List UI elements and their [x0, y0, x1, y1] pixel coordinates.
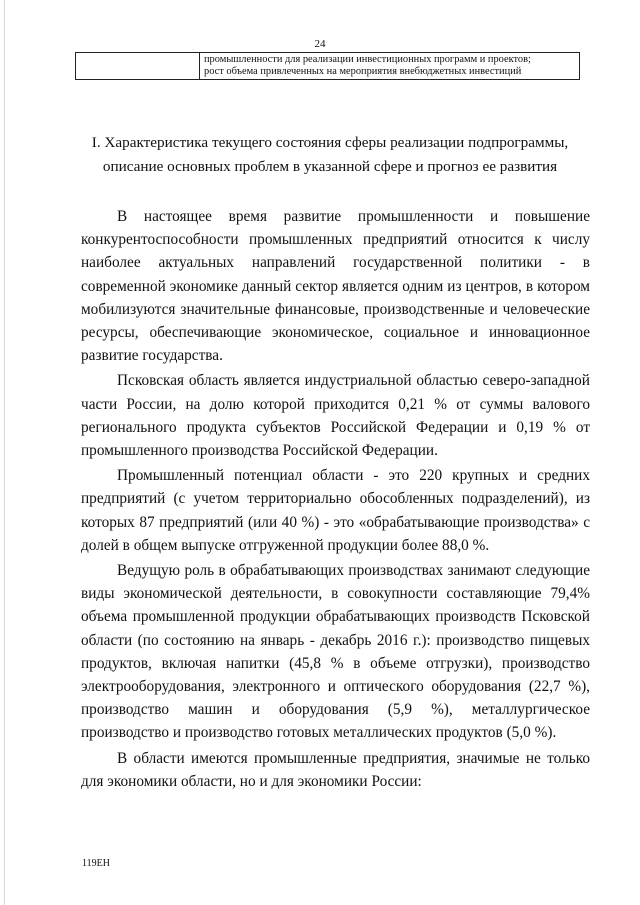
paragraph: Промышленный потенциал области - это 220 крупных и средних предприятий (с учетом территориально обособленных подразделений), из которых 87 предприятий (или 40 %) - это «обрабатывающие производства» с долей в общем выпуске отгруженной продукции более 88,0 %. [81, 467, 590, 554]
table-cell-left [76, 53, 200, 80]
section-heading: I. Характеристика текущего состояния сферы реализации подпрограммы, описание основных проблем в указанной сфере и прогноз ее развития [91, 134, 569, 175]
paragraph: В области имеются промышленные предприятия, значимые не только для экономики области, но и для экономики России: [81, 749, 590, 790]
paragraph: Псковская область является индустриальной областью северо-западной части России, на долю которой приходится 0,21 % от суммы валового регионального продукта субъектов Российской Федерации и 0,19 % от промышленного производства Российской Федерации. [81, 372, 590, 460]
body-text [81, 205, 590, 795]
footer-code: 119ЕН [82, 858, 110, 869]
scan-edge-line [4, 0, 5, 905]
paragraph: Ведущую роль в обрабатывающих производствах занимают следующие виды экономической деятельности, в совокупности составляющие 79,4% объема промышленной продукции обрабатывающих производств Псковской области (по состоянию на январь - декабрь 2016 г.): производство пищевых продуктов, включая напитки (45,8 % в объеме отгрузки), производство электрооборудования, электронного и оптического оборудования (22,7 %), производство машин и оборудования (5,9 %), металлургическое производство и производство готовых металлических продуктов (5,0 %). [81, 562, 590, 742]
table-row [76, 53, 580, 80]
continuation-table [75, 52, 580, 80]
table-cell-line: промышленности для реализации инвестиционных программ и проектов; [204, 54, 531, 65]
table-cell-line: рост объема привлеченных на мероприятия внебюджетных инвестиций [204, 66, 522, 77]
table-cell-right [200, 53, 580, 80]
paragraph: В настоящее время развитие промышленности и повышение конкурентоспособности промышленных предприятий относится к числу наиболее актуальных направлений государственной политики - в современной экономике данный сектор является одним из центров, в котором мобилизуются значительные финансовые, производственные и человеческие ресурсы, обеспечивающие экономическое, социальное и инновационное развитие государства. [81, 208, 590, 365]
page-number: 24 [314, 38, 326, 50]
